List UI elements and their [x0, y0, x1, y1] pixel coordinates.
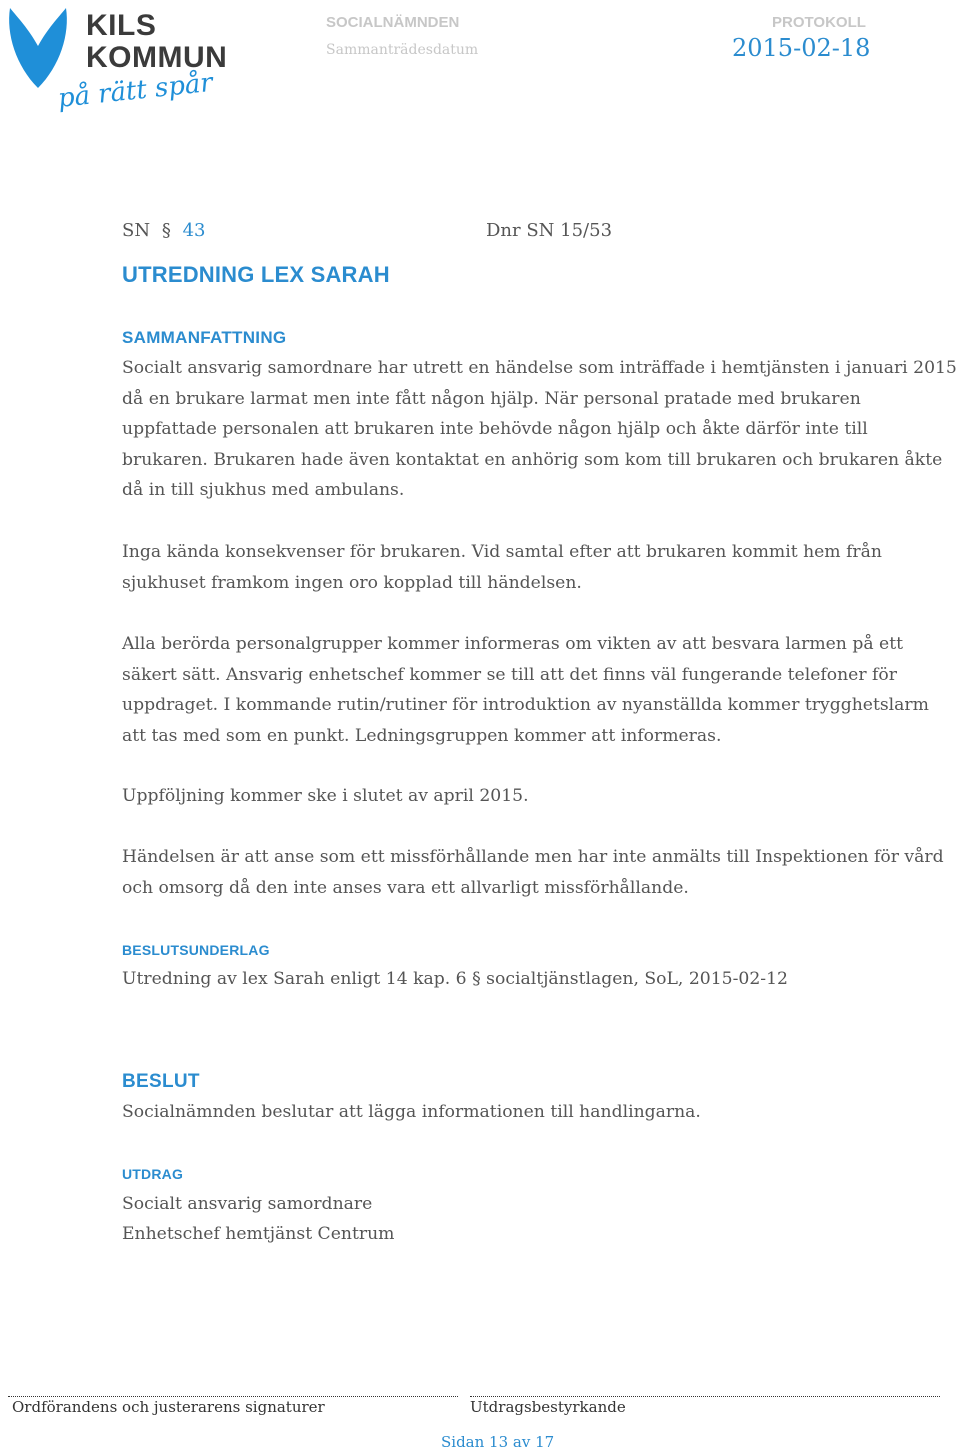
basis-heading: BESLUTSUNDERLAG [122, 942, 270, 958]
heart-shield-icon [2, 4, 74, 90]
case-dnr: Dnr SN 15/53 [486, 220, 613, 241]
summary-heading: SAMMANFATTNING [122, 328, 287, 347]
case-number: 43 [182, 220, 206, 241]
basis-text-after: socialtjänstlagen, SoL, 2015-02-12 [486, 969, 788, 989]
case-line [122, 220, 205, 241]
decision-text: Socialnämnden beslutar att lägga informationen till handlingarna. [122, 1102, 701, 1122]
extract-heading: UTDRAG [122, 1166, 184, 1182]
summary-paragraph-4: Uppföljning kommer ske i slutet av april 2015. [122, 786, 529, 806]
extract-recipient-1: Socialt ansvarig samordnare [122, 1194, 373, 1214]
basis-text-before: Utredning av lex Sarah enligt 14 kap. 6 [122, 969, 467, 989]
signatures-label: Ordförandens och justerarens signaturer [12, 1398, 325, 1416]
header-doc-type: PROTOKOLL [772, 14, 866, 31]
summary-paragraph-2: Inga kända konsekvenser för brukaren. Vid samtal efter att brukaren kommit hem från sjukhuset framkom ingen oro kopplad till händelsen. [122, 542, 882, 593]
header-date: 2015-02-18 [732, 34, 871, 62]
signature-line [8, 1396, 458, 1397]
summary-paragraph-5: Händelsen är att anse som ett missförhållande men har inte anmälts till Inspektionen för vård och omsorg då den inte anses vara ett allvarligt missförhållande. [122, 847, 944, 898]
logo-wordmark-line1: KILS [86, 9, 157, 42]
municipality-logo [0, 0, 230, 130]
certifier-label: Utdragsbestyrkande [470, 1398, 626, 1416]
header-date-label: Sammanträdesdatum [326, 42, 479, 58]
case-prefix: SN [122, 220, 151, 241]
logo-wordmark-line2: KOMMUN [86, 41, 228, 74]
certifier-line [470, 1396, 940, 1397]
header-org: SOCIALNÄMNDEN [326, 14, 460, 31]
section-sign-icon: § [161, 220, 171, 241]
page-number: Sidan 13 av 17 [441, 1433, 555, 1451]
basis-text [122, 964, 958, 995]
decision-heading: BESLUT [122, 1071, 200, 1092]
section-sign-icon: § [472, 969, 481, 989]
extract-recipient-2: Enhetschef hemtjänst Centrum [122, 1224, 395, 1244]
summary-paragraph-1: Socialt ansvarig samordnare har utrett en händelse som inträffade i hemtjänsten i januari 2015 då en brukare larmat men inte fått någon hjälp. När personal pratade med brukaren uppfattade personalen att brukaren inte behövde någon hjälp och åkte därför inte till brukaren. Brukaren hade även kontaktat en anhörig som kom till brukaren och brukaren åkte då in till sjukhus med ambulans. [122, 358, 957, 500]
summary-paragraph-3: Alla berörda personalgrupper kommer informeras om vikten av att besvara larmen på ett säkert sätt. Ansvarig enhetschef kommer se till att det finns väl fungerande telefoner för uppdraget. I kommande rutin/rutiner för introduktion av nyanställda kommer trygghetslarm att tas med som en punkt. Ledningsgruppen kommer att informeras. [122, 634, 929, 746]
page-title: UTREDNING LEX SARAH [122, 262, 390, 287]
logo-tagline: på rätt spår [56, 67, 215, 114]
